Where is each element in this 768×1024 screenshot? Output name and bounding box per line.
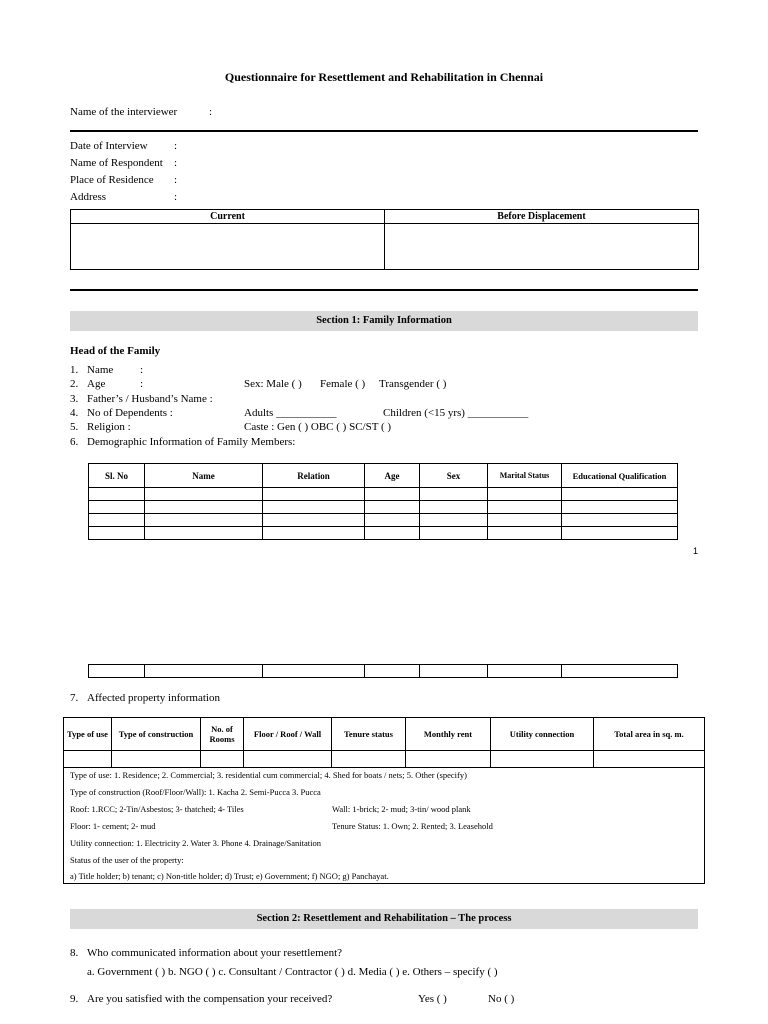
table-cell[interactable] bbox=[488, 501, 562, 514]
table-cell[interactable] bbox=[365, 665, 420, 678]
table-cell[interactable] bbox=[594, 751, 705, 768]
table-cell[interactable] bbox=[420, 514, 488, 527]
q5-label: Religion : bbox=[87, 421, 131, 433]
q1-label: Name bbox=[87, 364, 114, 376]
table-cell[interactable] bbox=[263, 488, 365, 501]
table-row bbox=[64, 751, 705, 768]
property-table bbox=[63, 717, 705, 884]
q1-number: 1. bbox=[70, 364, 79, 376]
property-notes bbox=[64, 768, 705, 884]
field-colon: : bbox=[174, 140, 178, 152]
divider bbox=[70, 289, 698, 291]
sex-transgender-option[interactable]: Transgender ( ) bbox=[379, 378, 447, 390]
table-cell[interactable] bbox=[89, 514, 145, 527]
page-number: 1 bbox=[693, 546, 699, 556]
field-colon: : bbox=[174, 157, 178, 169]
table-cell[interactable] bbox=[89, 665, 145, 678]
q2-number: 2. bbox=[70, 378, 79, 390]
q4-number: 4. bbox=[70, 407, 79, 419]
place-of-residence-label: Place of Residence bbox=[70, 174, 154, 186]
table-cell[interactable] bbox=[488, 514, 562, 527]
table-header: Monthly rent bbox=[406, 718, 491, 751]
q6-number: 6. bbox=[70, 436, 79, 448]
table-cell[interactable] bbox=[562, 488, 678, 501]
note-utility-connection: Utility connection: 1. Electricity 2. Water 3. Phone 4. Drainage/Sanitation bbox=[70, 838, 322, 848]
address-before-header: Before Displacement bbox=[385, 210, 699, 224]
adults-field[interactable]: Adults ___________ bbox=[244, 407, 337, 419]
table-header: Floor / Roof / Wall bbox=[244, 718, 332, 751]
table-cell[interactable] bbox=[263, 514, 365, 527]
note-status-of-user: Status of the user of the property: bbox=[70, 855, 184, 865]
q8-number: 8. bbox=[70, 947, 79, 959]
page-title: Questionnaire for Resettlement and Rehabilitation in Chennai bbox=[224, 70, 544, 84]
table-row bbox=[89, 488, 678, 501]
q8-label: Who communicated information about your resettlement? bbox=[87, 947, 343, 959]
table-cell[interactable] bbox=[420, 501, 488, 514]
table-cell[interactable] bbox=[263, 501, 365, 514]
address-current-cell[interactable] bbox=[71, 224, 385, 270]
note-roof: Roof: 1.RCC; 2-Tin/Asbestos; 3- thatched; 4- Tiles bbox=[70, 804, 244, 814]
q3-number: 3. bbox=[70, 393, 79, 405]
table-header: Name bbox=[145, 464, 263, 488]
table-cell[interactable] bbox=[562, 514, 678, 527]
table-header: Sex bbox=[420, 464, 488, 488]
q2-colon: : bbox=[140, 378, 144, 390]
table-cell[interactable] bbox=[488, 488, 562, 501]
table-cell[interactable] bbox=[365, 488, 420, 501]
q3-label: Father’s / Husband’s Name : bbox=[87, 393, 213, 405]
address-label: Address bbox=[70, 191, 107, 203]
q6-label: Demographic Information of Family Members: bbox=[87, 436, 296, 448]
sex-male-option[interactable]: Sex: Male ( ) bbox=[244, 378, 302, 390]
table-header: Total area in sq. m. bbox=[594, 718, 705, 751]
table-cell[interactable] bbox=[244, 751, 332, 768]
name-of-respondent-label: Name of Respondent bbox=[70, 157, 163, 169]
table-row bbox=[89, 501, 678, 514]
children-field[interactable]: Children (<15 yrs) ___________ bbox=[383, 407, 529, 419]
q9-no-option[interactable]: No ( ) bbox=[488, 993, 515, 1005]
interviewer-colon: : bbox=[209, 106, 213, 118]
table-cell[interactable] bbox=[365, 527, 420, 540]
table-header: Educational Qualification bbox=[562, 464, 678, 488]
table-header: Marital Status bbox=[488, 464, 562, 488]
caste-options[interactable]: Caste : Gen ( ) OBC ( ) SC/ST ( ) bbox=[244, 421, 392, 433]
table-header: Relation bbox=[263, 464, 365, 488]
note-type-of-use: Type of use: 1. Residence; 2. Commercial; 3. residential cum commercial; 4. Shed for boats / nets; 5. Other (specify) bbox=[70, 770, 467, 780]
table-cell[interactable] bbox=[145, 514, 263, 527]
table-cell[interactable] bbox=[89, 488, 145, 501]
table-cell[interactable] bbox=[263, 527, 365, 540]
table-cell[interactable] bbox=[562, 527, 678, 540]
table-cell[interactable] bbox=[145, 488, 263, 501]
table-header: Type of use bbox=[64, 718, 112, 751]
table-cell[interactable] bbox=[263, 665, 365, 678]
section2-header: Section 2: Resettlement and Rehabilitation – The process bbox=[70, 909, 698, 929]
note-status-options: a) Title holder; b) tenant; c) Non-title holder; d) Trust; e) Government; f) NGO; g) Panchayat. bbox=[70, 871, 389, 881]
q9-yes-option[interactable]: Yes ( ) bbox=[418, 993, 447, 1005]
q8-options[interactable]: a. Government ( ) b. NGO ( ) c. Consultant / Contractor ( ) d. Media ( ) e. Others – specify ( ) bbox=[87, 966, 498, 978]
table-cell[interactable] bbox=[420, 665, 488, 678]
address-table bbox=[70, 209, 699, 270]
table-cell[interactable] bbox=[365, 501, 420, 514]
table-header: Age bbox=[365, 464, 420, 488]
q4-label: No of Dependents : bbox=[87, 407, 173, 419]
q5-number: 5. bbox=[70, 421, 79, 433]
head-of-family-label: Head of the Family bbox=[70, 345, 161, 357]
table-cell[interactable] bbox=[488, 527, 562, 540]
family-members-table-continued bbox=[88, 664, 678, 678]
family-members-table bbox=[88, 463, 678, 540]
table-cell[interactable] bbox=[112, 751, 201, 768]
table-row bbox=[89, 527, 678, 540]
date-of-interview-label: Date of Interview bbox=[70, 140, 148, 152]
note-wall: Wall: 1-brick; 2- mud; 3-tin/ wood plank bbox=[332, 804, 471, 814]
q9-label: Are you satisfied with the compensation your received? bbox=[87, 993, 333, 1005]
table-cell[interactable] bbox=[420, 527, 488, 540]
q1-colon: : bbox=[140, 364, 144, 376]
table-cell[interactable] bbox=[89, 527, 145, 540]
table-cell[interactable] bbox=[201, 751, 244, 768]
table-header: Sl. No bbox=[89, 464, 145, 488]
table-cell[interactable] bbox=[145, 527, 263, 540]
address-before-cell[interactable] bbox=[385, 224, 699, 270]
divider bbox=[70, 130, 698, 132]
table-header: Type of construction bbox=[112, 718, 201, 751]
table-cell[interactable] bbox=[491, 751, 594, 768]
table-header: Utility connection bbox=[491, 718, 594, 751]
table-cell[interactable] bbox=[365, 514, 420, 527]
table-row bbox=[89, 665, 678, 678]
table-cell[interactable] bbox=[488, 665, 562, 678]
table-cell[interactable] bbox=[145, 665, 263, 678]
section1-header: Section 1: Family Information bbox=[70, 311, 698, 331]
table-header: Tenure status bbox=[332, 718, 406, 751]
address-current-header: Current bbox=[71, 210, 385, 224]
table-cell[interactable] bbox=[89, 501, 145, 514]
field-colon: : bbox=[174, 174, 178, 186]
table-cell[interactable] bbox=[145, 501, 263, 514]
interviewer-label: Name of the interviewer bbox=[70, 106, 178, 118]
q2-label: Age bbox=[87, 378, 106, 390]
note-floor: Floor: 1- cement; 2- mud bbox=[70, 821, 156, 831]
table-header: No. of Rooms bbox=[201, 718, 244, 751]
table-cell[interactable] bbox=[332, 751, 406, 768]
table-row bbox=[89, 514, 678, 527]
q7-label: Affected property information bbox=[87, 692, 220, 704]
note-type-of-construction: Type of construction (Roof/Floor/Wall): 1. Kacha 2. Semi-Pucca 3. Pucca bbox=[70, 787, 321, 797]
table-cell[interactable] bbox=[406, 751, 491, 768]
note-tenure-status: Tenure Status: 1. Own; 2. Rented; 3. Leasehold bbox=[332, 821, 493, 831]
table-cell[interactable] bbox=[562, 501, 678, 514]
table-cell[interactable] bbox=[562, 665, 678, 678]
q9-number: 9. bbox=[70, 993, 79, 1005]
sex-female-option[interactable]: Female ( ) bbox=[320, 378, 366, 390]
table-cell[interactable] bbox=[64, 751, 112, 768]
table-cell[interactable] bbox=[420, 488, 488, 501]
q7-number: 7. bbox=[70, 692, 79, 704]
field-colon: : bbox=[174, 191, 178, 203]
